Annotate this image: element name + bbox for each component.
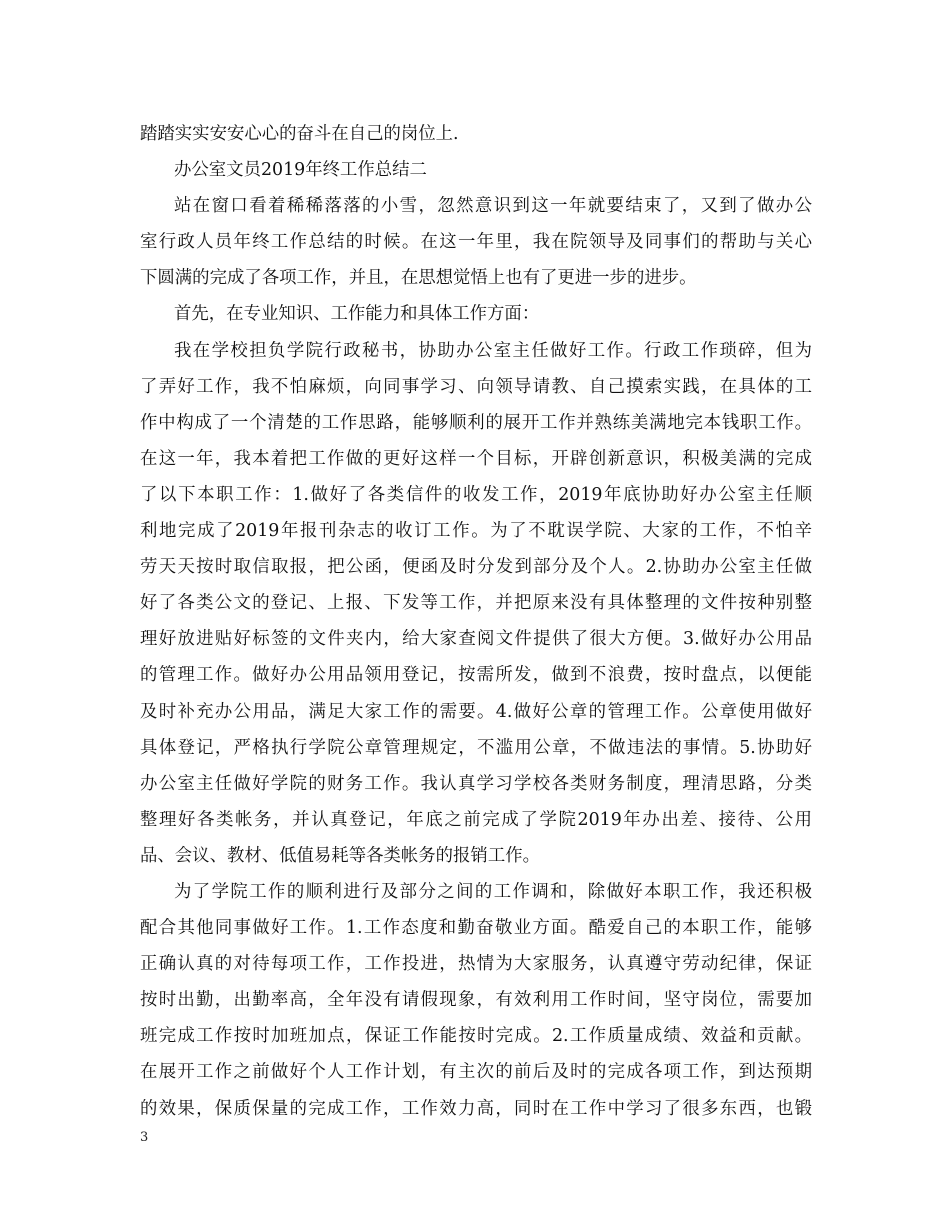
text-line: 我在学校担负学院行政秘书，协助办公室主任做好工作。行政工作琐碎，但为 [174,340,812,361]
text-line: 按时出勤，出勤率高，全年没有请假现象，有效利用工作时间，坚守岗位，需要加 [140,990,812,1011]
text-line: 站在窗口看着稀稀落落的小雪，忽然意识到这一年就要结束了，又到了做办公 [174,196,812,217]
text-line: 为了学院工作的顺利进行及部分之间的工作调和，除做好本职工作，我还积极 [174,881,812,902]
text-line: 在这一年，我本着把工作做的更好这样一个目标，开辟创新意识，积极美满的完成 [140,448,812,469]
text-line: 办公室主任做好学院的财务工作。我认真学习学校各类财务制度，理清思路，分类 [140,773,812,794]
text-line: 及时补充办公用品，满足大家工作的需要。4.做好公章的管理工作。公章使用做好 [140,701,812,722]
text-line: 首先，在专业知识、工作能力和具体工作方面： [174,304,540,325]
text-line: 品、会议、教材、低值易耗等各类帐务的报销工作。 [140,845,540,866]
text-line: 利地完成了2019年报刊杂志的收订工作。为了不耽误学院、大家的工作，不怕辛 [140,521,812,542]
text-line: 了以下本职工作：1.做好了各类信件的收发工作，2019年底协助好办公室主任顺 [140,484,812,505]
text-line: 的管理工作。做好办公用品领用登记，按需所发，做到不浪费，按时盘点，以便能 [140,665,812,686]
text-line: 具体登记，严格执行学院公章管理规定，不滥用公章，不做违法的事情。5.协助好 [140,737,812,758]
text-line: 踏踏实实安安心心的奋斗在自己的岗位上. [140,124,459,144]
section-heading: 办公室文员2019年终工作总结二 [174,160,427,181]
text-line: 班完成工作按时加班加点，保证工作能按时完成。2.工作质量成绩、效益和贡献。 [140,1026,812,1047]
text-line: 作中构成了一个清楚的工作思路，能够顺利的展开工作并熟练美满地完本钱职工作。 [140,412,812,433]
document-body [140,116,812,1127]
text-line: 在展开工作之前做好个人工作计划，有主次的前后及时的完成各项工作，到达预期 [140,1062,812,1083]
text-line: 了弄好工作，我不怕麻烦，向同事学习、向领导请教、自己摸索实践，在具体的工 [140,376,812,397]
text-line: 正确认真的对待每项工作，工作投进，热情为大家服务，认真遵守劳动纪律，保证 [140,954,812,975]
text-line: 下圆满的完成了各项工作，并且，在思想觉悟上也有了更进一步的进步。 [140,268,697,289]
text-line: 理好放进贴好标签的文件夹内，给大家查阅文件提供了很大方便。3.做好办公用品 [140,629,812,650]
page-number: 3 [140,1130,149,1145]
text-line: 的效果，保质保量的完成工作，工作效力高，同时在工作中学习了很多东西，也锻 [140,1098,812,1119]
text-line: 配合其他同事做好工作。1.工作态度和勤奋敬业方面。酷爱自己的本职工作，能够 [140,918,812,939]
text-line: 室行政人员年终工作总结的时候。在这一年里，我在院领导及同事们的帮助与关心 [140,232,812,253]
text-line: 好了各类公文的登记、上报、下发等工作，并把原来没有具体整理的文件按种别整 [140,593,812,614]
text-line: 劳天天按时取信取报，把公函，便函及时分发到部分及个人。2.协助办公室主任做 [140,557,812,578]
text-line: 整理好各类帐务，并认真登记，年底之前完成了学院2019年办出差、接待、公用 [140,809,812,830]
